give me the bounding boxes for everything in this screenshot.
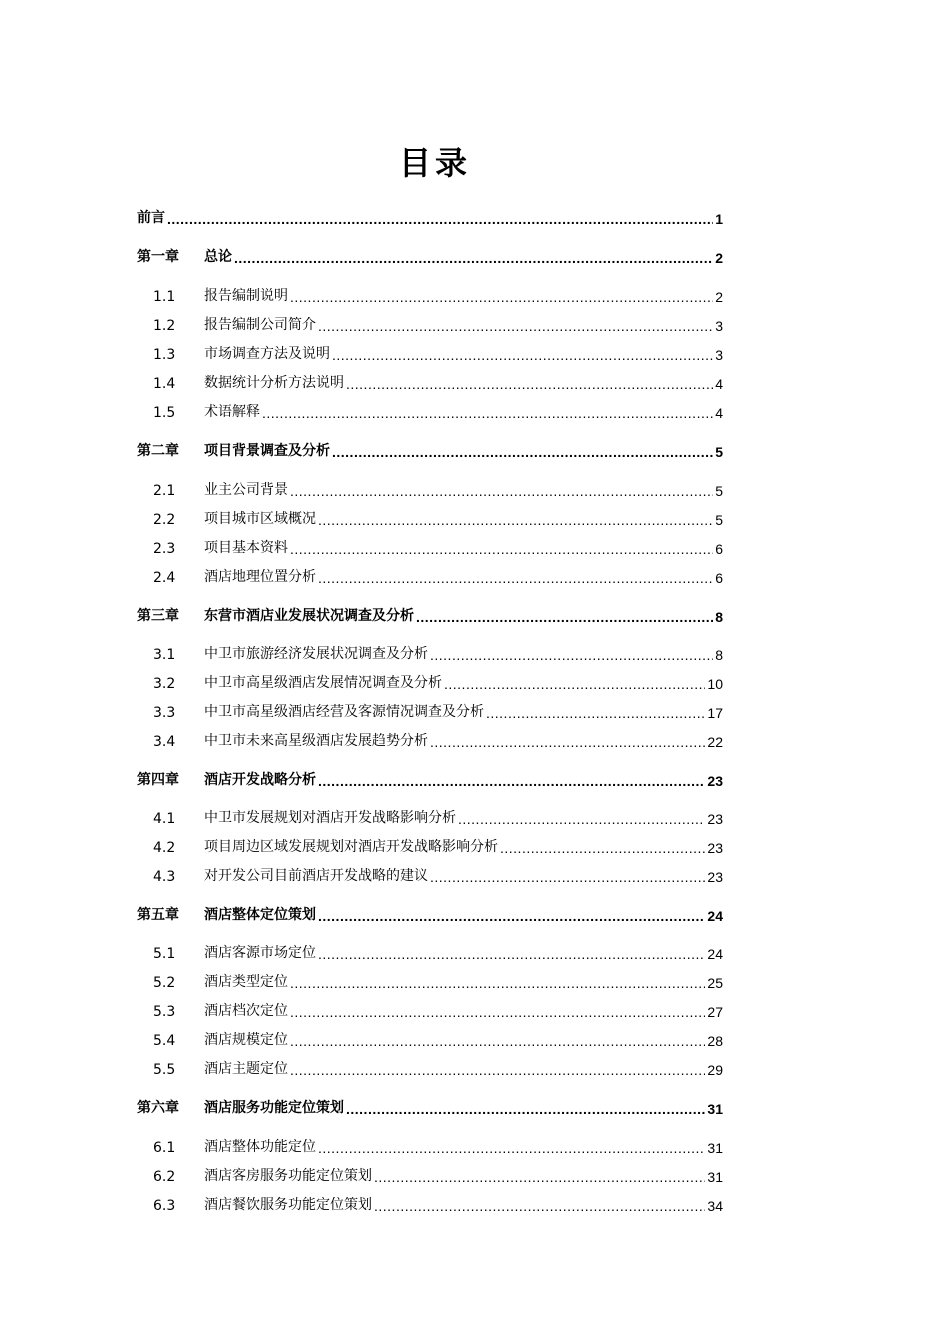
- toc-entry-number: 4.3: [153, 869, 176, 885]
- toc-chapter-entry[interactable]: [137, 605, 723, 625]
- toc-entry-number: 3.1: [153, 647, 176, 663]
- toc-section-entry[interactable]: [137, 942, 723, 962]
- toc-entry-title: 中卫市未来高星级酒店发展趋势分析: [204, 733, 428, 749]
- toc-page-number: 24: [707, 946, 723, 962]
- toc-page-number: 28: [707, 1033, 723, 1049]
- toc-chapter-entry[interactable]: [137, 769, 723, 789]
- toc-section-entry[interactable]: [137, 285, 723, 305]
- toc-entry-number: 前言: [137, 210, 165, 226]
- toc-entry-title: 术语解释: [204, 404, 260, 420]
- toc-page-number: 8: [715, 609, 723, 625]
- toc-dot-leader: [500, 840, 705, 856]
- toc-page-number: 34: [707, 1198, 723, 1214]
- toc-page-number: 8: [715, 647, 723, 663]
- toc-dot-leader: [318, 570, 713, 586]
- toc-chapter-entry[interactable]: [137, 440, 723, 460]
- toc-entry-number: 3.4: [153, 734, 176, 750]
- toc-section-entry[interactable]: [137, 566, 723, 586]
- toc-dot-leader: [318, 946, 705, 962]
- toc-entry-number: 4.2: [153, 840, 176, 856]
- toc-entry-number: 6.2: [153, 1169, 176, 1185]
- toc-page-number: 23: [707, 811, 723, 827]
- toc-entry-number: 2.2: [153, 512, 176, 528]
- toc-entry-title: 数据统计分析方法说明: [204, 375, 344, 391]
- toc-entry-number: 5.5: [153, 1062, 176, 1078]
- toc-dot-leader: [374, 1169, 705, 1185]
- toc-dot-leader: [290, 483, 713, 499]
- toc-page-number: 22: [707, 734, 723, 750]
- toc-entry-title: 酒店客源市场定位: [204, 945, 316, 961]
- toc-dot-leader: [430, 869, 705, 885]
- toc-section-entry[interactable]: [137, 971, 723, 991]
- toc-section-entry[interactable]: [137, 1165, 723, 1185]
- toc-section-entry[interactable]: [137, 537, 723, 557]
- toc-entry-number: 5.3: [153, 1004, 176, 1020]
- toc-entry-number: 5.1: [153, 946, 176, 962]
- toc-entry-title: 酒店主题定位: [204, 1061, 288, 1077]
- toc-dot-leader: [346, 376, 713, 392]
- toc-entry-title: 中卫市高星级酒店经营及客源情况调查及分析: [204, 704, 484, 720]
- toc-dot-leader: [234, 250, 713, 266]
- toc-section-entry[interactable]: [137, 343, 723, 363]
- toc-dot-leader: [416, 609, 713, 625]
- toc-page-number: 1: [715, 211, 723, 227]
- toc-entry-title: 报告编制公司简介: [204, 317, 316, 333]
- toc-page-number: 29: [707, 1062, 723, 1078]
- toc-page-number: 2: [715, 289, 723, 305]
- toc-page-number: 10: [707, 676, 723, 692]
- toc-entry-title: 项目背景调查及分析: [204, 443, 330, 459]
- toc-entry-title: 业主公司背景: [204, 482, 288, 498]
- toc-page-number: 31: [707, 1169, 723, 1185]
- toc-entry-number: 5.4: [153, 1033, 176, 1049]
- toc-entry-title: 对开发公司目前酒店开发战略的建议: [204, 868, 428, 884]
- toc-entry-title: 报告编制说明: [204, 288, 288, 304]
- toc-page-number: 5: [715, 512, 723, 528]
- toc-page-number: 5: [715, 483, 723, 499]
- toc-entry-number: 1.2: [153, 318, 176, 334]
- toc-entry-title: 酒店服务功能定位策划: [204, 1100, 344, 1116]
- toc-page-number: 6: [715, 570, 723, 586]
- toc-section-entry[interactable]: [137, 1000, 723, 1020]
- toc-dot-leader: [290, 1033, 705, 1049]
- toc-dot-leader: [318, 1140, 705, 1156]
- toc-entry-title: 酒店餐饮服务功能定位策划: [204, 1197, 372, 1213]
- toc-entry-title: 东营市酒店业发展状况调查及分析: [204, 608, 414, 624]
- toc-section-entry[interactable]: [137, 1136, 723, 1156]
- toc-dot-leader: [290, 1062, 705, 1078]
- toc-dot-leader: [430, 734, 705, 750]
- toc-entry-number: 6.1: [153, 1140, 176, 1156]
- toc-entry-title: 酒店规模定位: [204, 1032, 288, 1048]
- toc-entry-number: 5.2: [153, 975, 176, 991]
- toc-dot-leader: [290, 1004, 705, 1020]
- toc-section-entry[interactable]: [137, 836, 723, 856]
- toc-entry-title: 中卫市发展规划对酒店开发战略影响分析: [204, 810, 456, 826]
- toc-entry-title: 项目周边区域发展规划对酒店开发战略影响分析: [204, 839, 498, 855]
- toc-dot-leader: [318, 773, 705, 789]
- toc-entry-title: 总论: [204, 249, 232, 265]
- toc-entry-number: 第三章: [137, 608, 179, 624]
- toc-entry-number: 2.3: [153, 541, 176, 557]
- toc-entry-title: 酒店客房服务功能定位策划: [204, 1168, 372, 1184]
- toc-entry-number: 第五章: [137, 907, 179, 923]
- toc-dot-leader: [430, 647, 713, 663]
- toc-chapter-entry[interactable]: [137, 207, 723, 227]
- toc-dot-leader: [290, 541, 713, 557]
- toc-dot-leader: [318, 318, 713, 334]
- toc-page-number: 2: [715, 250, 723, 266]
- toc-section-entry[interactable]: [137, 1058, 723, 1078]
- toc-entry-number: 4.1: [153, 811, 176, 827]
- toc-dot-leader: [346, 1101, 705, 1117]
- toc-entry-title: 中卫市旅游经济发展状况调查及分析: [204, 646, 428, 662]
- toc-dot-leader: [290, 975, 705, 991]
- toc-entry-number: 2.1: [153, 483, 176, 499]
- toc-page-number: 25: [707, 975, 723, 991]
- toc-dot-leader: [318, 512, 713, 528]
- toc-section-entry[interactable]: [137, 865, 723, 885]
- toc-page-number: 17: [707, 705, 723, 721]
- toc-page-number: 31: [707, 1101, 723, 1117]
- toc-section-entry[interactable]: [137, 730, 723, 750]
- toc-page-number: 27: [707, 1004, 723, 1020]
- toc-chapter-entry[interactable]: [137, 904, 723, 924]
- toc-entry-title: 酒店整体定位策划: [204, 907, 316, 923]
- toc-section-entry[interactable]: [137, 643, 723, 663]
- toc-dot-leader: [458, 811, 705, 827]
- toc-section-entry[interactable]: [137, 314, 723, 334]
- toc-entry-number: 2.4: [153, 570, 176, 586]
- toc-page-number: 23: [707, 773, 723, 789]
- toc-page-number: 6: [715, 541, 723, 557]
- toc-entry-number: 3.3: [153, 705, 176, 721]
- toc-page-number: 3: [715, 318, 723, 334]
- toc-page-number: 3: [715, 347, 723, 363]
- toc-entry-title: 酒店档次定位: [204, 1003, 288, 1019]
- toc-entry-number: 1.1: [153, 289, 176, 305]
- toc-section-entry[interactable]: [137, 1194, 723, 1214]
- toc-chapter-entry[interactable]: [137, 246, 723, 266]
- toc-page-number: 23: [707, 840, 723, 856]
- toc-entry-title: 酒店地理位置分析: [204, 569, 316, 585]
- toc-dot-leader: [290, 289, 713, 305]
- toc-dot-leader: [486, 705, 705, 721]
- toc-section-entry[interactable]: [137, 1029, 723, 1049]
- toc-dot-leader: [444, 676, 705, 692]
- toc-entry-number: 1.5: [153, 405, 176, 421]
- toc-page-number: 23: [707, 869, 723, 885]
- toc-page-number: 4: [715, 376, 723, 392]
- toc-entry-title: 项目基本资料: [204, 540, 288, 556]
- toc-page-number: 24: [707, 908, 723, 924]
- toc-dot-leader: [262, 405, 713, 421]
- toc-section-entry[interactable]: [137, 508, 723, 528]
- toc-entry-number: 第一章: [137, 249, 179, 265]
- toc-entry-number: 1.4: [153, 376, 176, 392]
- toc-entry-title: 酒店开发战略分析: [204, 772, 316, 788]
- toc-dot-leader: [167, 211, 713, 227]
- toc-entry-number: 1.3: [153, 347, 176, 363]
- toc-chapter-entry[interactable]: [137, 1097, 723, 1117]
- toc-page-number: 5: [715, 444, 723, 460]
- toc-section-entry[interactable]: [137, 479, 723, 499]
- toc-title: 目录: [398, 144, 471, 182]
- toc-section-entry[interactable]: [137, 807, 723, 827]
- toc-entry-number: 6.3: [153, 1198, 176, 1214]
- toc-section-entry[interactable]: [137, 672, 723, 692]
- toc-dot-leader: [318, 908, 705, 924]
- toc-entry-number: 3.2: [153, 676, 176, 692]
- toc-page-number: 4: [715, 405, 723, 421]
- toc-page-number: 31: [707, 1140, 723, 1156]
- toc-entry-number: 第二章: [137, 443, 179, 459]
- toc-entry-title: 酒店整体功能定位: [204, 1139, 316, 1155]
- toc-entry-title: 酒店类型定位: [204, 974, 288, 990]
- toc-dot-leader: [332, 444, 713, 460]
- toc-entry-title: 中卫市高星级酒店发展情况调查及分析: [204, 675, 442, 691]
- toc-entry-title: 项目城市区域概况: [204, 511, 316, 527]
- toc-entry-number: 第六章: [137, 1100, 179, 1116]
- toc-entry-title: 市场调查方法及说明: [204, 346, 330, 362]
- toc-dot-leader: [374, 1198, 705, 1214]
- toc-section-entry[interactable]: [137, 372, 723, 392]
- toc-section-entry[interactable]: [137, 401, 723, 421]
- toc-section-entry[interactable]: [137, 701, 723, 721]
- toc-entry-number: 第四章: [137, 772, 179, 788]
- toc-dot-leader: [332, 347, 713, 363]
